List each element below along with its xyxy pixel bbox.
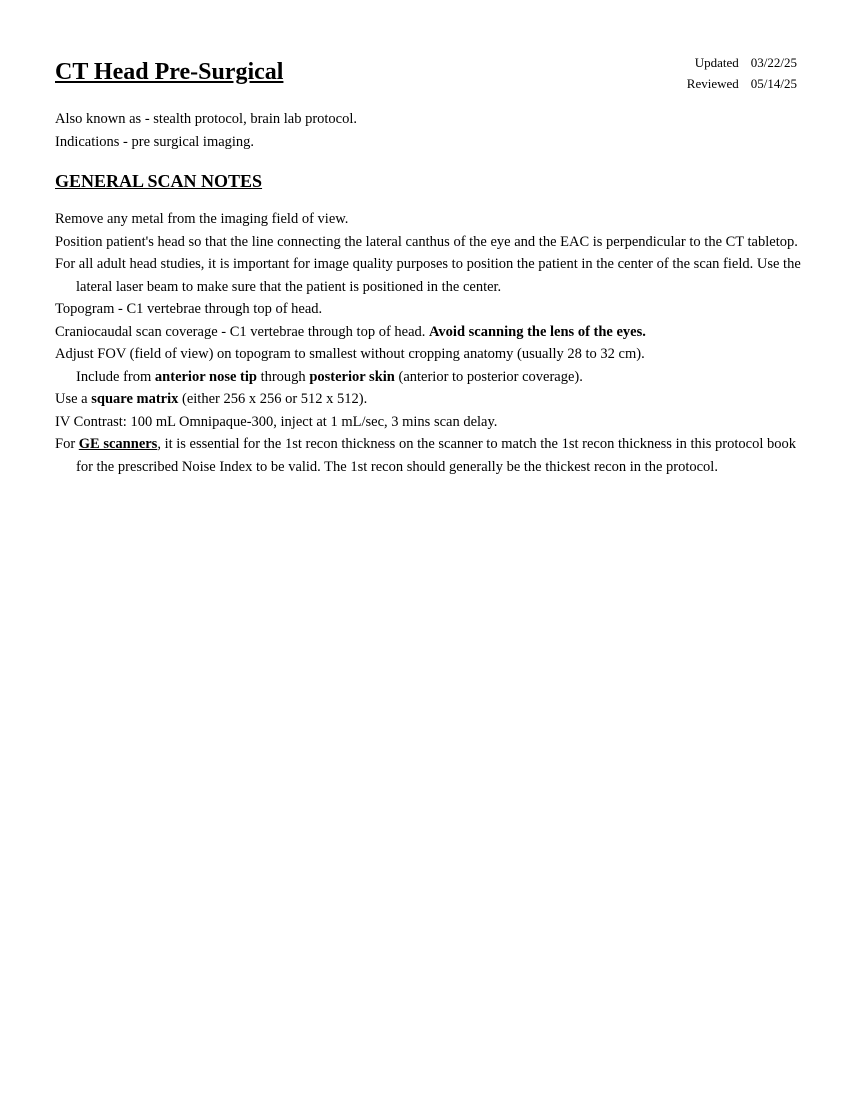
- note-iv-contrast: IV Contrast: 100 mL Omnipaque-300, inject at 1 mL/sec, 3 mins scan delay.: [55, 413, 498, 430]
- note-center-patient: For all adult head studies, it is important for image quality purposes to position the patient in the center of the scan field. Use the lateral laser beam to make sure that the patient is positioned in the center.: [55, 256, 801, 295]
- note-remove-metal: Remove any metal from the imaging field of view.: [55, 211, 349, 227]
- note-matrix: [55, 388, 815, 411]
- general-scan-notes-heading: GENERAL SCAN NOTES: [55, 171, 263, 191]
- note-fov: [55, 343, 815, 388]
- fov-anterior-nose-tip: anterior nose tip: [154, 368, 257, 385]
- page-title: CT Head Pre-Surgical: [55, 59, 284, 85]
- note-topogram: Topogram - C1 vertebrae through top of head.: [55, 301, 323, 317]
- fov-posterior-skin: posterior skin: [309, 368, 395, 385]
- fov-end: (anterior to posterior coverage).: [394, 368, 583, 385]
- note-scan-coverage: [55, 321, 815, 344]
- matrix-square: square matrix: [91, 391, 179, 407]
- ge-scanners-link: GE scanners: [78, 436, 158, 452]
- general-scan-notes-list: [55, 208, 815, 478]
- coverage-text: Craniocaudal scan coverage - C1 vertebrae through top of head.: [55, 323, 430, 340]
- coverage-warning: Avoid scanning the lens of the eyes.: [429, 323, 646, 340]
- also-known-as: Also known as - stealth protocol, brain lab protocol.: [55, 111, 358, 127]
- reviewed-label: Reviewed: [686, 76, 739, 91]
- intro-block: [55, 108, 357, 153]
- note-head-position: Position patient's head so that the line connecting the lateral canthus of the eye and the EAC is perpendicular to the CT tabletop.: [55, 233, 798, 250]
- note-ge-scanners: [55, 433, 815, 478]
- indications: Indications - pre surgical imaging.: [55, 133, 255, 150]
- updated-label: Updated: [694, 55, 739, 70]
- fov-include: Include from: [76, 368, 155, 385]
- reviewed-row: [687, 73, 797, 94]
- revision-dates: [687, 52, 797, 94]
- ge-pre: For: [55, 436, 79, 452]
- ge-post: , it is essential for the 1st recon thickness on the scanner to match the 1st recon thickness in this protocol book for the prescribed Noise Index to be valid. The 1st recon should generally be the thickest recon in the protocol.: [76, 436, 796, 475]
- updated-row: [687, 52, 797, 73]
- updated-date: 03/22/25: [750, 55, 797, 70]
- matrix-post: (either 256 x 256 or 512 x 512).: [178, 391, 368, 407]
- fov-text: Adjust FOV (field of view) on topogram to smallest without cropping anatomy (usually 28 to 32 cm).: [55, 346, 645, 362]
- reviewed-date: 05/14/25: [750, 76, 797, 91]
- fov-through: through: [256, 368, 310, 385]
- matrix-pre: Use a: [55, 391, 92, 407]
